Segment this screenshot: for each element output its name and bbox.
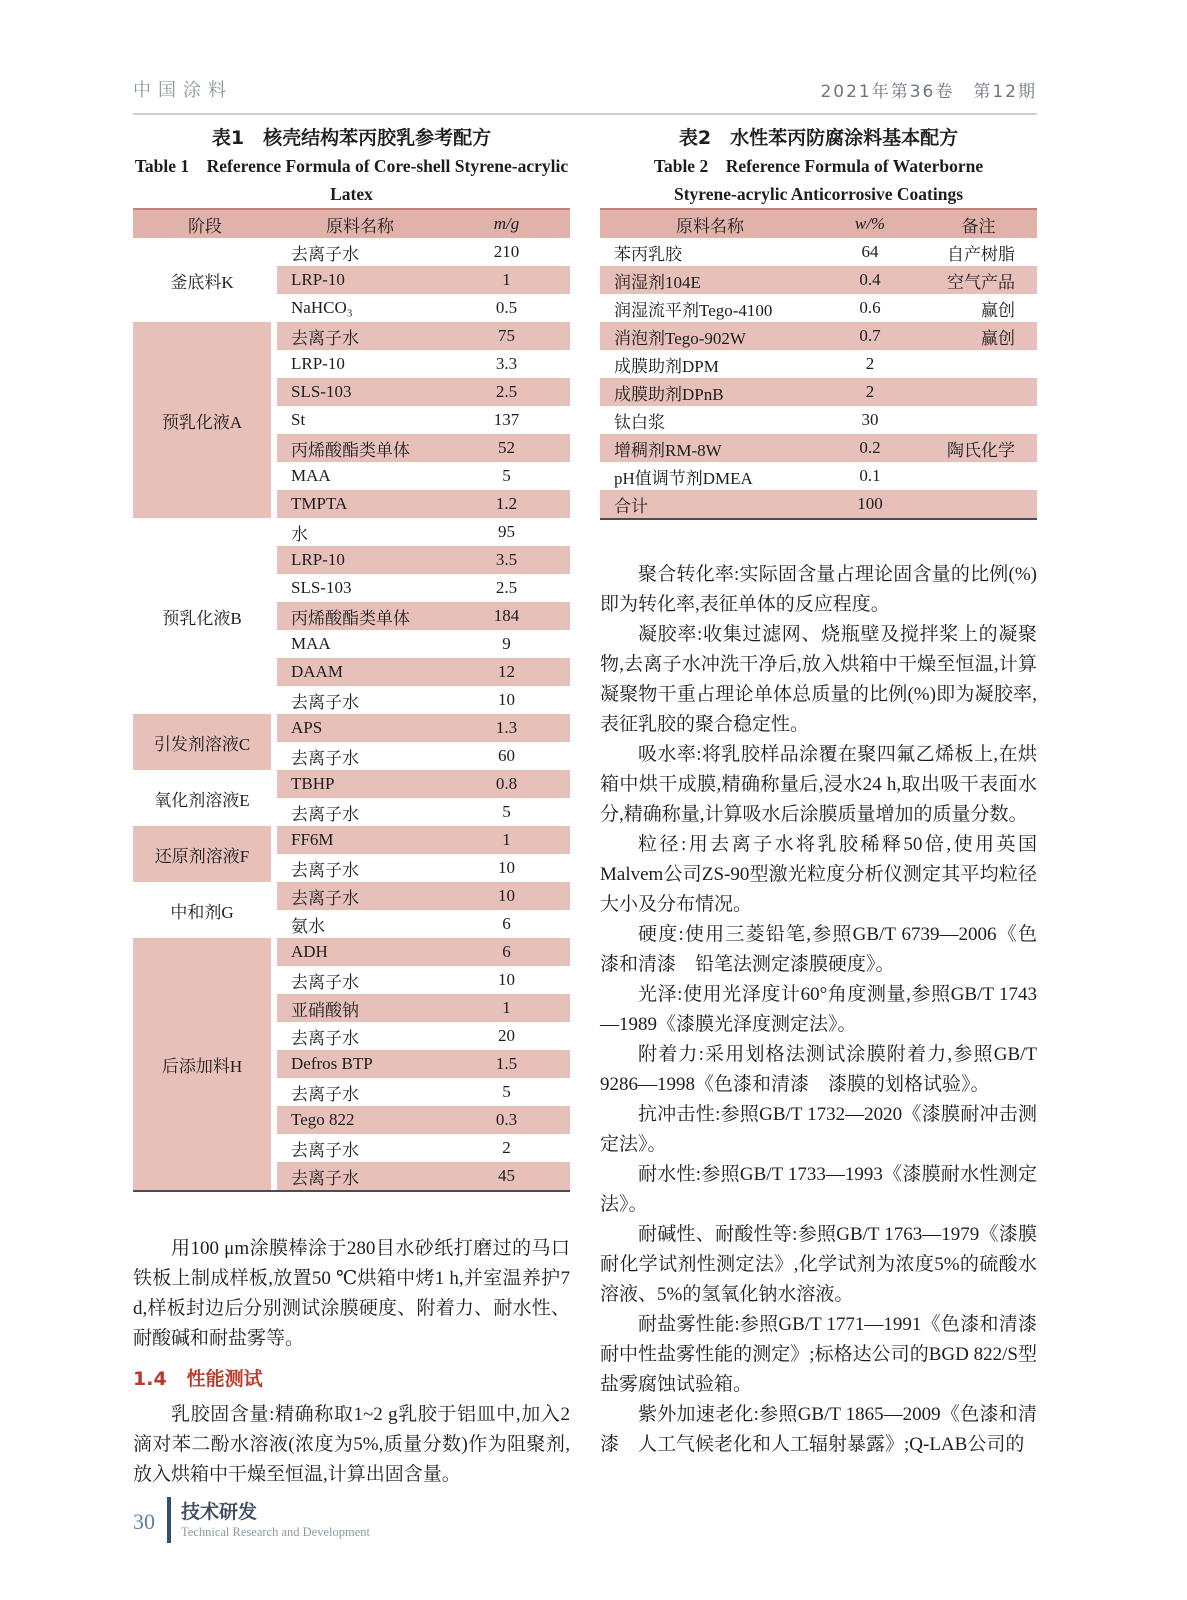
table1-amount-cell: 95 xyxy=(498,522,515,541)
table1-amount-cell: 75 xyxy=(443,322,570,350)
table1-title-en1: Table 1 Reference Formula of Core-shell Styrene-acrylic xyxy=(134,156,569,176)
table2-remark-cell: 空气产品 xyxy=(920,266,1037,294)
footer-section-zh: 技术研发 xyxy=(181,1500,258,1523)
table2-title xyxy=(600,124,1037,208)
table2-material-cell: 苯丙乳胶 xyxy=(614,244,682,264)
right-paragraphs xyxy=(600,560,1057,1460)
body-paragraph: 耐碱性、耐酸性等:参照GB/T 1763—1979《漆膜耐化学试剂性测定法》,化学试剂为浓度5%的硫酸水溶液、5%的氢氧化钠水溶液。 xyxy=(600,1224,1037,1305)
table1-amount-cell: 5 xyxy=(502,466,511,485)
table1-amount-cell: 137 xyxy=(493,410,520,429)
table1-amount-cell: 1.2 xyxy=(443,490,570,518)
table1-material-cell: SLS-103 xyxy=(277,378,443,406)
table2-title-zh: 表2 水性苯丙防腐涂料基本配方 xyxy=(678,127,959,149)
table1-amount-cell: 6 xyxy=(502,914,511,933)
table1-header-stage: 阶段 xyxy=(133,210,277,238)
table2-material-cell: 消泡剂Tego-902W xyxy=(600,322,820,350)
table2-amount-cell: 30 xyxy=(861,410,879,429)
table1-material-cell: 水 xyxy=(291,524,308,544)
section-title: 性能测试 xyxy=(186,1368,263,1390)
body-paragraph: 凝胶率:收集过滤网、烧瓶壁及搅拌桨上的凝聚物,去离子水冲洗干净后,放入烘箱中干燥至恒温,计算凝聚物干重占理论单体总质量的比例(%)即为凝胶率,表征乳胶的聚合稳定性。 xyxy=(600,624,1037,735)
table2-grid xyxy=(600,208,1037,520)
table1-header-material: 原料名称 xyxy=(277,210,443,238)
table1-amount-cell: 10 xyxy=(443,882,570,910)
table1-material-cell: 去离子水 xyxy=(291,1084,359,1104)
section-number: 1.4 xyxy=(133,1368,167,1390)
table2-amount-cell: 0.6 xyxy=(859,298,881,317)
table2-remark-cell: 自产树脂 xyxy=(947,244,1015,264)
table1-material-cell: LRP-10 xyxy=(277,266,443,294)
body-paragraph: 吸水率:将乳胶样品涂覆在聚四氟乙烯板上,在烘箱中烘干成膜,精确称量后,浸水24 h,取出吸干表面水分,精确称量,计算吸水后涂膜质量增加的质量分数。 xyxy=(600,744,1037,825)
table1-amount-cell: 52 xyxy=(443,434,570,462)
table1-amount-cell: 3.5 xyxy=(443,546,570,574)
table1-material-cell: LRP-10 xyxy=(291,354,345,373)
table1-amount-cell: 5 xyxy=(502,1082,511,1101)
table1-stage-cell: 氧化剂溶液E xyxy=(154,790,250,810)
table2-remark-cell xyxy=(920,406,1037,434)
body-paragraph: 附着力:采用划格法测试涂膜附着力,参照GB/T 9286—1998《色漆和清漆 漆膜的划格试验》。 xyxy=(600,1044,1037,1095)
body-paragraph: 耐盐雾性能:参照GB/T 1771—1991《色漆和清漆 耐中性盐雾性能的测定》;标格达公司的BGD 822/S型盐雾腐蚀试验箱。 xyxy=(600,1314,1057,1395)
table1-material-cell: 丙烯酸酯类单体 xyxy=(277,434,443,462)
table1-material-cell: FF6M xyxy=(277,826,443,854)
table1-amount-cell: 1 xyxy=(443,266,570,294)
table1-material-cell: 去离子水 xyxy=(291,748,359,768)
table2-amount-cell: 64 xyxy=(861,242,879,261)
section-heading-1-4 xyxy=(133,1366,570,1392)
table2-amount-cell: 0.1 xyxy=(859,466,881,485)
table2-amount-cell: 2 xyxy=(865,354,875,373)
table1-stage-cell: 后添加料H xyxy=(133,938,271,1190)
table1-amount-cell: 2.5 xyxy=(443,378,570,406)
table1-material-cell: 去离子水 xyxy=(291,244,359,264)
table1-amount-cell: 1.3 xyxy=(443,714,570,742)
table2-amount-cell: 0.7 xyxy=(820,322,920,350)
table1-amount-cell: 20 xyxy=(498,1026,515,1045)
table1-material-cell: Defros BTP xyxy=(277,1050,443,1078)
table1-grid xyxy=(133,208,570,1192)
footer-divider-bar xyxy=(167,1497,171,1543)
table2-header-material: 原料名称 xyxy=(600,210,820,238)
table1-material-cell: 亚硝酸钠 xyxy=(277,994,443,1022)
table1-material-cell: ADH xyxy=(277,938,443,966)
table2-material-cell: 成膜助剂DPnB xyxy=(600,378,820,406)
footer-labels xyxy=(181,1500,370,1541)
table1-material-cell: MAA xyxy=(291,466,331,485)
table1-amount-cell: 1.5 xyxy=(443,1050,570,1078)
table2-remark-cell xyxy=(920,490,1037,518)
table1-material-cell: 去离子水 xyxy=(277,1162,443,1190)
table1-amount-cell: 2.5 xyxy=(495,578,518,597)
table1-stage-cell: 引发剂溶液C xyxy=(133,714,271,770)
two-column-layout xyxy=(133,118,1057,1490)
table2-material-cell: 润湿剂104E xyxy=(600,266,820,294)
table1-material-cell: SLS-103 xyxy=(291,578,352,597)
table2-amount-cell: 100 xyxy=(820,490,920,518)
table1-amount-cell: 1 xyxy=(443,994,570,1022)
table2-title-en2: Styrene-acrylic Anticorrosive Coatings xyxy=(673,184,964,204)
table1-material-cell: 去离子水 xyxy=(291,692,359,712)
table2-material-cell: 钛白浆 xyxy=(614,412,665,432)
right-column xyxy=(600,118,1057,1490)
body-paragraph: 紫外加速老化:参照GB/T 1865—2009《色漆和清漆 人工气候老化和人工辐射暴露》;Q-LAB公司的 xyxy=(600,1404,1037,1455)
table2-title-en1: Table 2 Reference Formula of Waterborne xyxy=(653,156,984,176)
table2-material-cell: 增稠剂RM-8W xyxy=(600,434,820,462)
table1-material-cell: 去离子水 xyxy=(291,1028,359,1048)
table1-amount-cell: 9 xyxy=(502,634,511,653)
table1-material-cell: 氨水 xyxy=(291,916,325,936)
table2-remark-cell: 赢创 xyxy=(920,322,1037,350)
table1-amount-cell: 60 xyxy=(498,746,515,765)
table1-material-cell: 去离子水 xyxy=(277,882,443,910)
page-footer xyxy=(133,1497,370,1543)
table1-stage-cell: 釜底料K xyxy=(170,272,234,292)
table2-remark-cell: 陶氏化学 xyxy=(920,434,1037,462)
footer-section-en: Technical Research and Development xyxy=(181,1524,370,1539)
table2-material-cell: 润湿流平剂Tego-4100 xyxy=(614,300,773,320)
table1-material-cell: 去离子水 xyxy=(291,860,359,880)
page-number: 30 xyxy=(133,1509,155,1534)
table1-material-cell: 去离子水 xyxy=(291,972,359,992)
table2-material-cell: 合计 xyxy=(600,490,820,518)
table1-amount-cell: 10 xyxy=(498,970,515,989)
body-paragraph: 抗冲击性:参照GB/T 1732—2020《漆膜耐冲击测定法》。 xyxy=(600,1104,1037,1155)
table2-remark-cell: 赢创 xyxy=(981,300,1015,320)
body-paragraph: 聚合转化率:实际固含量占理论固含量的比例(%)即为转化率,表征单体的反应程度。 xyxy=(600,564,1037,615)
page-header xyxy=(133,76,1037,115)
table1-title xyxy=(133,124,570,208)
table1-material-cell: DAAM xyxy=(277,658,443,686)
table1-stage-cell: 还原剂溶液F xyxy=(133,826,271,882)
table1-material-cell: TBHP xyxy=(277,770,443,798)
table1-amount-cell: 210 xyxy=(493,242,520,261)
table1-material-cell: Tego 822 xyxy=(277,1106,443,1134)
body-paragraph: 光泽:使用光泽度计60°角度测量,参照GB/T 1743—1989《漆膜光泽度测定法》。 xyxy=(600,984,1037,1035)
table1-material-cell: 去离子水 xyxy=(291,1140,359,1160)
table1-stage-cell: 预乳化液A xyxy=(133,322,271,518)
table1-material-cell: APS xyxy=(277,714,443,742)
table1-material-cell: TMPTA xyxy=(277,490,443,518)
table1-stage-cell: 中和剂G xyxy=(170,902,234,922)
table1-amount-cell: 45 xyxy=(443,1162,570,1190)
table2-remark-cell xyxy=(920,462,1037,490)
journal-name: 中国涂料 xyxy=(133,80,233,101)
body-paragraph: 耐水性:参照GB/T 1733—1993《漆膜耐水性测定法》。 xyxy=(600,1164,1037,1215)
table2-material-cell: pH值调节剂DMEA xyxy=(614,468,753,488)
body-paragraph: 硬度:使用三菱铅笔,参照GB/T 6739—2006《色漆和清漆 铅笔法测定漆膜硬度》。 xyxy=(600,924,1037,975)
table1-stage-cell: 预乳化液B xyxy=(162,608,242,628)
table1-amount-cell: 184 xyxy=(443,602,570,630)
table2-remark-cell xyxy=(920,350,1037,378)
issue-info: 2021年第36卷 第12期 xyxy=(820,82,1037,102)
body-paragraph: 用100 μm涂膜棒涂于280目水砂纸打磨过的马口铁板上制成样板,放置50 ℃烘箱中烤1 h,并室温养护7 d,样板封边后分别测试涂膜硬度、附着力、耐水性、耐酸碱和耐盐雾等。 xyxy=(133,1238,570,1349)
table2-amount-cell: 2 xyxy=(820,378,920,406)
table1-amount-cell: 0.3 xyxy=(443,1106,570,1134)
table2-header-remark: 备注 xyxy=(920,210,1037,238)
table1-amount-cell: 12 xyxy=(443,658,570,686)
table1-material-cell: 去离子水 xyxy=(277,322,443,350)
table1-amount-cell: 2 xyxy=(502,1138,511,1157)
table1-material-cell: MAA xyxy=(291,634,331,653)
table1-title-en2: Latex xyxy=(330,184,373,204)
table1-amount-cell: 5 xyxy=(502,802,511,821)
body-paragraph: 粒径:用去离子水将乳胶稀释50倍,使用英国Malvem公司ZS-90型激光粒度分析仪测定其平均粒径大小及分布情况。 xyxy=(600,834,1037,915)
table1-material-cell: LRP-10 xyxy=(277,546,443,574)
table2-amount-cell: 0.4 xyxy=(820,266,920,294)
body-paragraph: 乳胶固含量:精确称取1~2 g乳胶于铝皿中,加入2滴对苯二酚水溶液(浓度为5%,质量分数)作为阻聚剂,放入烘箱中干燥至恒温,计算出固含量。 xyxy=(133,1404,570,1485)
table1-amount-cell: 0.8 xyxy=(443,770,570,798)
table1-material-cell: 去离子水 xyxy=(291,804,359,824)
table1-amount-cell: 10 xyxy=(498,858,515,877)
table1-amount-cell: 10 xyxy=(498,690,515,709)
table2-remark-cell xyxy=(920,378,1037,406)
table1-title-zh: 表1 核壳结构苯丙胶乳参考配方 xyxy=(211,127,492,149)
table1-material-cell: St xyxy=(291,410,306,429)
table1-header-amount: m/g xyxy=(443,210,570,238)
table1-material-cell: 丙烯酸酯类单体 xyxy=(277,602,443,630)
table2-material-cell: 成膜助剂DPM xyxy=(614,356,719,376)
table1-amount-cell: 1 xyxy=(443,826,570,854)
table2-header-amount: w/% xyxy=(820,210,920,238)
table1-material-cell: NaHCO₃ xyxy=(291,298,353,317)
left-column-text xyxy=(133,1234,570,1490)
left-column xyxy=(133,118,570,1490)
table1-amount-cell: 3.3 xyxy=(495,354,518,373)
table2-amount-cell: 0.2 xyxy=(820,434,920,462)
table1-amount-cell: 6 xyxy=(443,938,570,966)
table1-amount-cell: 0.5 xyxy=(495,298,518,317)
